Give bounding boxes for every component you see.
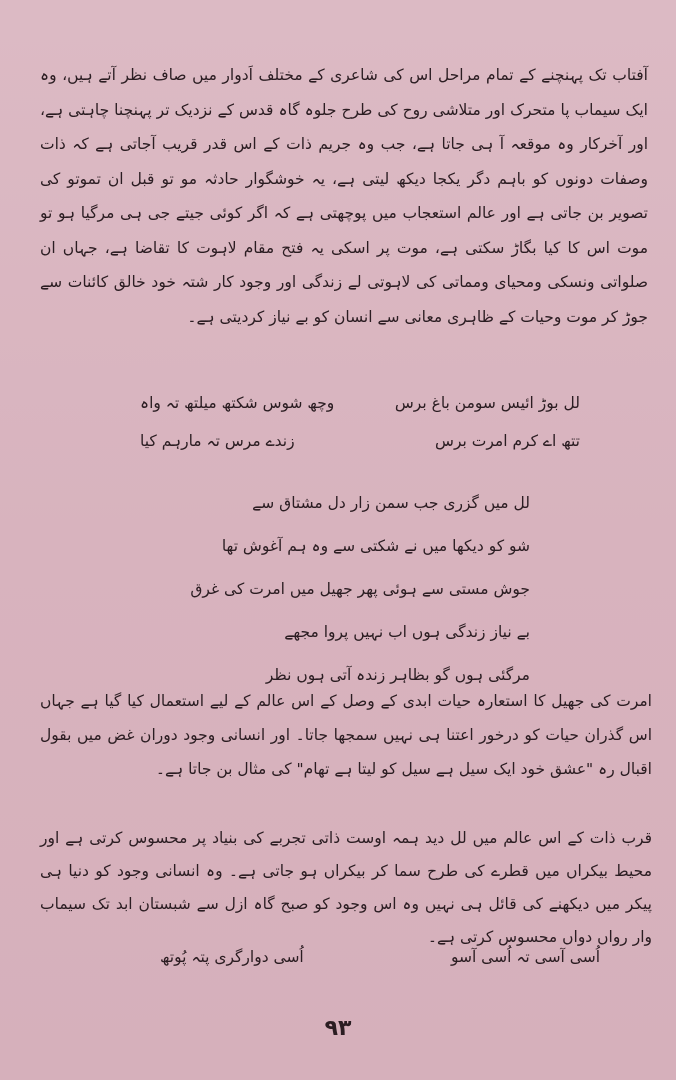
second-paragraph-block — [40, 684, 652, 786]
couplet-line-left: زندے مرس تہ مارہم کیا — [140, 432, 295, 450]
second-paragraph: امرت کی جھیل کا استعارہ حیات ابدی کے وصل کے اس عالم کے لیے استعمال کیا گیا ہے جہاں اس گذران حیات کو درخور اعتنا ہی نہیں سمجھا جاتا۔ اور انسانی وجود دوران غض میں بقول اقبال رہ "عشق خود ایک سیل ہے سیل کو لیتا ہے تھام" کی مثال بن جاتا ہے۔ — [40, 692, 652, 778]
kashmiri-couplets — [140, 384, 580, 460]
third-paragraph: قرب ذات کے اس عالم میں لل دید ہمہ اوست ذاتی تجربے کی بنیاد پر محسوس کرتی ہے اور محیط بیکراں میں قطرے کی طرح سما کر بیکراں ہو جاتی ہے۔ وہ انسانی وجود کو دنیا ہی پیکر میں دیکھنے کی قائل ہی نہیں وہ اس وجود کو صبح گاہ ازل سے شبستان ابد تک سیماب وار رواں دواں محسوس کرتی ہے۔ — [40, 829, 652, 946]
third-paragraph-block — [40, 822, 652, 954]
couplet-line-right: تتھ اے کرم امرت برس — [435, 432, 580, 450]
opening-paragraph-block — [40, 58, 648, 334]
poem-line: شو کو دیکھا میں نے شکتی سے وہ ہم آغوش تھا — [221, 537, 530, 555]
poem-line: لل میں گزری جب سمن زار دل مشتاق سے — [252, 494, 530, 512]
couplet-row — [140, 422, 580, 460]
final-couplet — [160, 948, 600, 966]
urdu-translation-poem — [190, 482, 530, 697]
page-number: ۹۳ — [324, 1016, 352, 1041]
couplet-line-right: لل بوڑ ائیس سومن باغ برس — [394, 394, 580, 412]
opening-paragraph: آفتاب تک پہنچنے کے تمام مراحل اس کی شاعری کے مختلف اَدوار میں صاف نظر آتے ہیں، وہ ایک سیماب پا متحرک اور متلاشی روح کی طرح جلوہ گاہ قدس کے نزدیک تر پہنچنا چاہتی ہے، اور آخرکار وہ موقعہ آ ہی جاتا ہے، جب وہ جریم ذات کے اس قدر قریب آجاتی ہے کہ ذات وصفات دونوں کو باہم دگر یکجا دیکھ لیتی ہے، یہ خوشگوار حادثہ مو تو قبل ان تموتو کی تصویر بن جاتی ہے اور عالم استعجاب میں پوچھتی ہے کہ اگر کوئی جیتے جی ہی مرگیا ہو تو موت اس کا کیا بگاڑ سکتی ہے، موت پر اسکی یہ فتح مقام لاہوت کا تقاضا ہے، جہاں ان صلواتی ونسکی ومحیای ومماتی کی لاہوتی لے زندگی اور وجود کار شتہ خود خالق کائنات سے جوڑ کر موت وحیات کے ظاہری معانی سے انسان کو بے نیاز کردیتی ہے۔ — [40, 66, 648, 326]
final-couplet-left: اُسی دوارگری پتہ پُوتھ — [160, 948, 304, 966]
couplet-row — [140, 384, 580, 422]
final-couplet-right: اُسی آسی تہ اُسی آسو — [450, 948, 600, 966]
poem-line: جوش مستی سے ہوئی پھر جھیل میں امرت کی غرق — [190, 580, 530, 598]
couplet-line-left: وچھ شوس شکتھ میلتھ تہ واہ — [140, 394, 335, 412]
poem-line: بے نیاز زندگی ہوں اب نہیں پروا مجھے — [284, 623, 530, 641]
poem-line: مرگئی ہوں گو بظاہر زندہ آتی ہوں نظر — [265, 666, 530, 684]
